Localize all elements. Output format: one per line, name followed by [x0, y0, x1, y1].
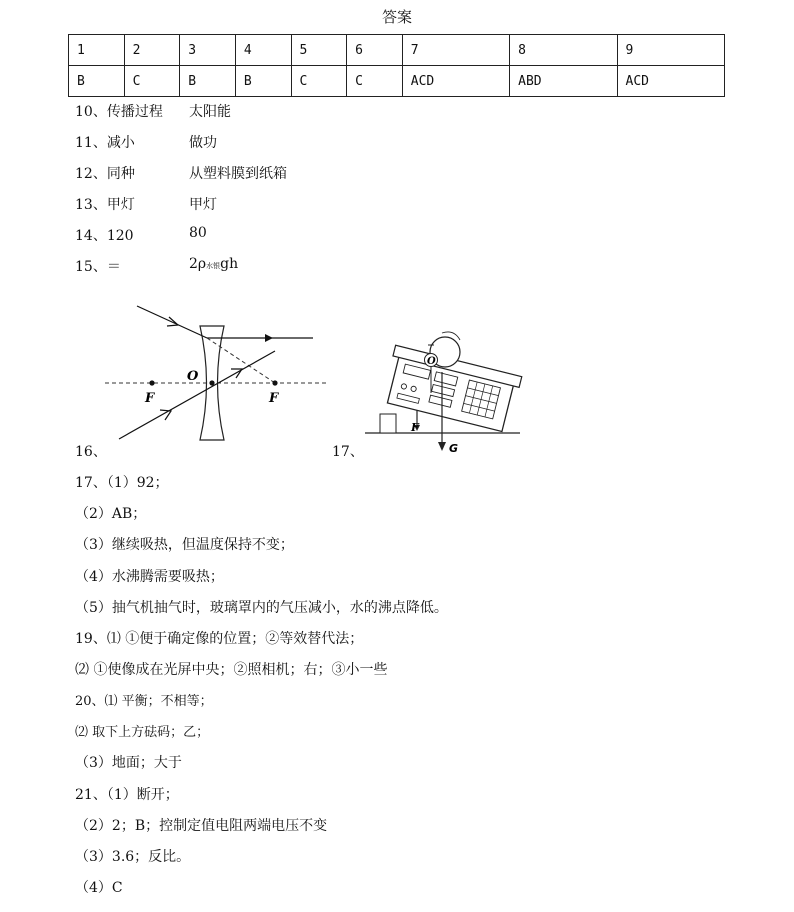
figure-label-17: 17、 — [332, 444, 364, 460]
question-number: 14、120 — [75, 228, 134, 244]
answer-line: 21、（1）断开； — [75, 787, 179, 803]
answer-text: 80 — [189, 225, 207, 241]
table-cell: 5 — [291, 35, 347, 66]
table-cell: ACD — [402, 66, 509, 97]
table-cell: 2 — [124, 35, 180, 66]
answer-text — [189, 256, 238, 272]
table-cell: 7 — [402, 35, 509, 66]
question-number: 12、同种 — [75, 166, 135, 182]
answer-line: （5）抽气机抽气时，玻璃罩内的气压减小，水的沸点降低。 — [75, 600, 448, 616]
table-cell: ABD — [510, 66, 617, 97]
answer-line: 20、⑴ 平衡；不相等； — [75, 694, 213, 709]
answer-table — [68, 34, 725, 97]
answer-line-11 — [75, 132, 217, 152]
answer-line: 17、（1）92； — [75, 475, 169, 491]
figure-label-16: 16、 — [75, 444, 107, 460]
table-cell: C — [347, 66, 403, 97]
label-f-left: F — [145, 391, 155, 406]
support-block — [380, 414, 396, 433]
table-cell: 1 — [69, 35, 125, 66]
label-o: O — [187, 369, 199, 384]
answer-line: （4）C — [75, 880, 123, 896]
answer-line: （3）3.6；反比。 — [75, 849, 191, 865]
incident-ray — [137, 306, 207, 338]
answer-line: （3）地面；大于 — [75, 755, 182, 771]
table-cell: C — [124, 66, 180, 97]
question-number: 11、减小 — [75, 135, 135, 151]
formula-pre: 2ρ — [189, 256, 207, 272]
answer-line-14 — [75, 225, 207, 245]
answer-line: ⑵ ①使像成在光屏中央；②照相机；右；③小一些 — [75, 662, 388, 678]
table-row-answers — [69, 66, 725, 97]
table-cell: 3 — [180, 35, 236, 66]
page-title: 答案 — [381, 8, 412, 26]
optical-center — [209, 380, 214, 385]
answer-line-13 — [75, 194, 217, 214]
answer-line: ⑵ 取下上方砝码；乙； — [75, 725, 210, 740]
table-cell: B — [69, 66, 125, 97]
formula-post: gh — [220, 256, 239, 272]
scale-force-diagram — [360, 330, 525, 458]
answer-text: 甲灯 — [189, 197, 217, 213]
table-cell: 8 — [510, 35, 617, 66]
answer-line-10 — [75, 101, 231, 121]
answer-line: （4）水沸腾需要吸热； — [75, 569, 224, 585]
answer-line-15 — [75, 256, 239, 276]
answer-line: （3）继续吸热，但温度保持不变； — [75, 537, 294, 553]
formula-subscript: 水银 — [206, 262, 221, 270]
label-f: F — [411, 421, 419, 434]
answer-text: 太阳能 — [189, 104, 231, 120]
label-g: G — [449, 442, 459, 455]
answer-text: 从塑料膜到纸箱 — [189, 166, 287, 182]
focal-point-right — [272, 380, 277, 385]
question-number: 13、甲灯 — [75, 197, 135, 213]
label-o: O — [427, 356, 436, 367]
table-cell: 4 — [235, 35, 291, 66]
lens-ray-diagram — [105, 296, 327, 446]
arrow-icon — [438, 442, 446, 451]
answer-text: 做功 — [189, 135, 217, 151]
answer-line: （2）AB； — [75, 506, 147, 522]
focal-point-left — [149, 380, 154, 385]
table-row-numbers — [69, 35, 725, 66]
arrow-icon — [167, 317, 178, 326]
answer-line: 19、⑴ ①便于确定像的位置；②等效替代法； — [75, 631, 364, 647]
question-number: 15、＝ — [75, 259, 121, 275]
table-cell: C — [291, 66, 347, 97]
table-cell: B — [180, 66, 236, 97]
ray-through-center — [119, 351, 275, 439]
answer-line-12 — [75, 163, 287, 183]
answer-line: （2）2；B；控制定值电阻两端电压不变 — [75, 818, 328, 834]
table-cell: 6 — [347, 35, 403, 66]
label-f-right: F — [269, 391, 279, 406]
table-cell: 9 — [617, 35, 724, 66]
table-cell: B — [235, 66, 291, 97]
question-number: 10、传播过程 — [75, 104, 163, 120]
table-cell: ACD — [617, 66, 724, 97]
arrow-icon — [265, 334, 273, 342]
